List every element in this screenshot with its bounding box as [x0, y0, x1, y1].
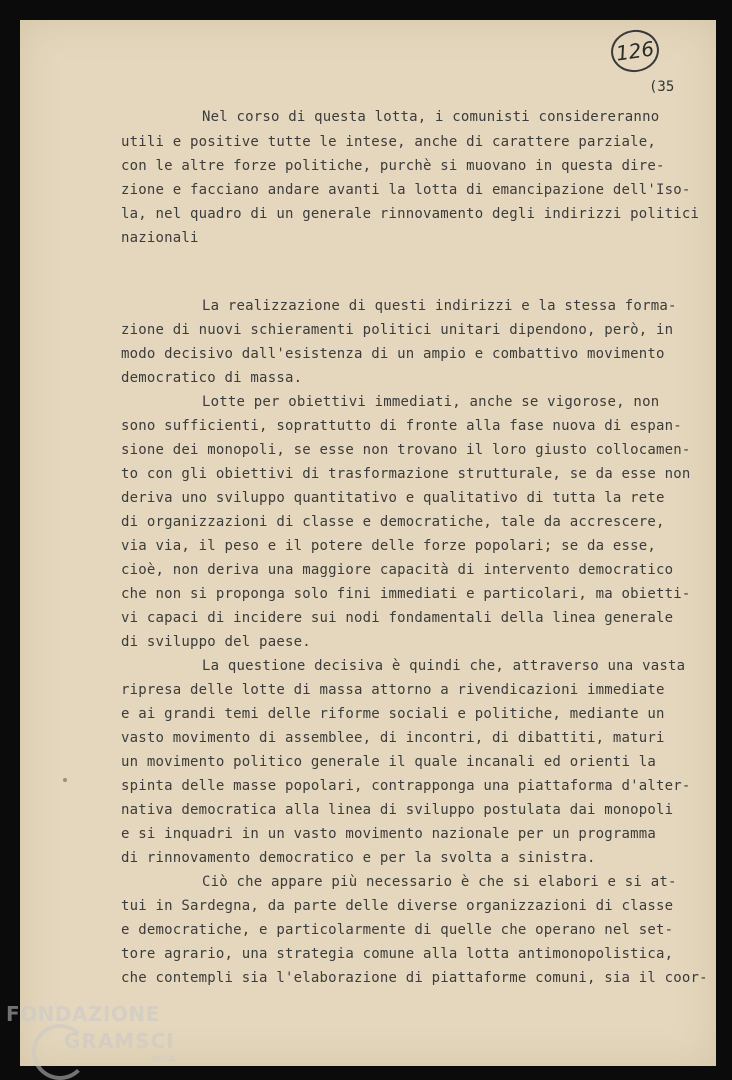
text-line: La realizzazione di questi indirizzi e la stessa forma- — [202, 298, 677, 314]
text-line: Nel corso di questa lotta, i comunisti considereranno — [202, 109, 660, 125]
text-line: ripresa delle lotte di massa attorno a rivendicazioni immediate — [121, 682, 665, 698]
text-line: di rinnovamento democratico e per la svolta a sinistra. — [121, 850, 596, 866]
fondazione-gramsci-watermark — [6, 1002, 196, 1077]
text-line: zione di nuovi schieramenti politici unitari dipendono, però, in — [121, 322, 674, 338]
watermark-line3: onlus — [152, 1054, 177, 1064]
text-line: tore agrario, una strategia comune alla lotta antimonopolistica, — [121, 946, 674, 962]
text-line: che non si proponga solo fini immediati e particolari, ma obietti- — [121, 586, 691, 602]
text-line: nazionali — [121, 230, 199, 246]
text-line: tui in Sardegna, da parte delle diverse organizzazioni di classe — [121, 898, 674, 914]
watermark-line2: GRAMSCI — [64, 1029, 175, 1053]
text-line: e democratiche, e particolarmente di quelle che operano nel set- — [121, 922, 674, 938]
text-line: La questione decisiva è quindi che, attraverso una vasta — [202, 658, 686, 674]
text-line: e si inquadri in un vasto movimento nazionale per un programma — [121, 826, 656, 842]
text-line: e ai grandi temi delle riforme sociali e politiche, mediante un — [121, 706, 665, 722]
text-line: democratico di massa. — [121, 370, 303, 386]
text-line: di sviluppo del paese. — [121, 634, 311, 650]
text-line: cioè, non deriva una maggiore capacità di intervento democratico — [121, 562, 674, 578]
text-line: nativa democratica alla linea di sviluppo postulata dai monopoli — [121, 802, 674, 818]
page-number-stamp: 126 — [608, 27, 661, 75]
text-line: sione dei monopoli, se esse non trovano il loro giusto collocamen- — [121, 442, 691, 458]
text-line: la, nel quadro di un generale rinnovamento degli indirizzi politici — [121, 206, 700, 222]
text-line: zione e facciano andare avanti la lotta di emancipazione dell'Iso- — [121, 182, 691, 198]
text-line: che contempli sia l'elaborazione di piattaforme comuni, sia il coor- — [121, 970, 708, 986]
text-line: vi capaci di incidere sui nodi fondamentali della linea generale — [121, 610, 674, 626]
text-line: spinta delle masse popolari, contrapponga una piattaforma d'alter- — [121, 778, 691, 794]
text-line: con le altre forze politiche, purchè si muovano in questa dire- — [121, 158, 665, 174]
folio-number: (35 — [649, 79, 675, 95]
text-line: to con gli obiettivi di trasformazione strutturale, se da esse non — [121, 466, 691, 482]
text-line: modo decisivo dall'esistenza di un ampio e combattivo movimento — [121, 346, 665, 362]
text-line: un movimento politico generale il quale incanali ed orienti la — [121, 754, 656, 770]
text-line: Lotte per obiettivi immediati, anche se vigorose, non — [202, 394, 660, 410]
text-line: di organizzazioni di classe e democratiche, tale da accrescere, — [121, 514, 665, 530]
text-line: Ciò che appare più necessario è che si elabori e si at- — [202, 874, 677, 890]
text-line: via via, il peso e il potere delle forze popolari; se da esse, — [121, 538, 656, 554]
text-line: utili e positive tutte le intese, anche di carattere parziale, — [121, 134, 656, 150]
watermark-line1: FONDAZIONE — [6, 1002, 160, 1026]
text-line: sono sufficienti, soprattutto di fronte alla fase nuova di espan- — [121, 418, 682, 434]
margin-dot — [63, 778, 67, 782]
text-line: deriva uno sviluppo quantitativo e qualitativo di tutta la rete — [121, 490, 665, 506]
text-line: vasto movimento di assemblee, di incontri, di dibattiti, maturi — [121, 730, 665, 746]
